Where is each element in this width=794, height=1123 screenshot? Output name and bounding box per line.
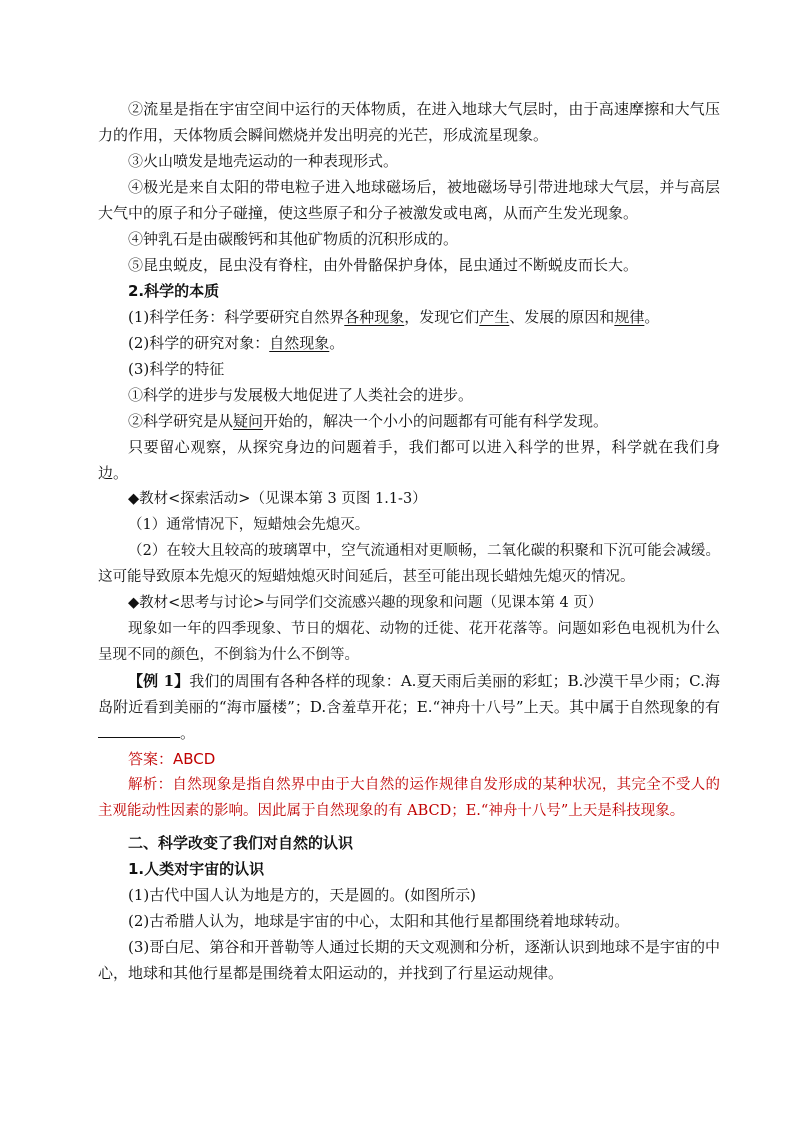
science-task-text: 、发展的原因和 [509, 308, 615, 326]
example-1 [98, 668, 720, 746]
think-discuss-title: ◆教材<思考与讨论>与同学们交流感兴趣的现象和问题（见课本第 4 页） [128, 595, 603, 611]
stalactite-paragraph: ④钟乳石是由碳酸钙和其他矿物质的沉积形成的。 [128, 230, 459, 248]
universe-point-1: (1)古代中国人认为地是方的，天是圆的。(如图所示) [128, 886, 476, 904]
science-object-text: 。 [329, 334, 345, 352]
science-feature-1: ①科学的进步与发展极大地促进了人类社会的进步。 [128, 386, 474, 404]
feature-text: 开始的，解决一个小小的问题都有可能有科学发现。 [263, 412, 609, 430]
feature-text: ②科学研究是从 [128, 412, 234, 430]
example-answer: 答案：ABCD [128, 750, 216, 768]
meteor-paragraph [98, 96, 720, 148]
think-discuss-answer: 现象如一年的四季现象、节日的烟花、动物的迁徙、花开花落等。问题如彩色电视机为什么呈现不同的颜色，不倒翁为什么不倒等。 [98, 621, 720, 663]
meteor-line-2: 压力的作用，天体物质会瞬间燃烧并发出明亮的光芒，形成流星现象。 [98, 100, 720, 144]
example-end: 。 [180, 724, 196, 742]
aurora-line-1: ④极光是来自太阳的带电粒子进入地球磁场后，被地磁场导引带进地球大气层，并与高 [128, 178, 705, 196]
underlined-term: 自然现象 [269, 334, 330, 352]
example-question: 我们的周围有各种各样的现象：A.夏天雨后美丽的彩虹；B.沙漠干旱少雨；C.海岛附近看到美丽的“海市蜃楼”；D.含羞草开花；E.“神舟十八号”上天。其中属于自然现象的有 [98, 672, 720, 716]
section-2-heading: 二、科学改变了我们对自然的认识 [128, 834, 354, 852]
underlined-term: 产生 [479, 308, 510, 326]
insect-paragraph: ⑤昆虫蜕皮，昆虫没有脊柱，由外骨骼保护身体，昆虫通过不断蜕皮而长大。 [128, 256, 639, 274]
science-object [98, 330, 720, 356]
science-essence-heading: 2.科学的本质 [128, 282, 220, 300]
aurora-paragraph [98, 174, 720, 226]
answer-blank [98, 722, 180, 738]
science-feature-title: (3)科学的特征 [128, 360, 225, 378]
science-task-text: ，发现它们 [404, 308, 480, 326]
universe-heading: 1.人类对宇宙的认识 [128, 860, 265, 878]
underlined-term: 规律 [614, 308, 645, 326]
science-task [98, 304, 720, 330]
science-summary: 只要留心观察，从探究身边的问题着手，我们都可以进入科学的世界，科学就在我们身边。 [98, 438, 720, 482]
science-object-text: (2)科学的研究对象： [128, 334, 270, 352]
page-content [98, 96, 720, 986]
underlined-term: 疑问 [233, 412, 264, 430]
explore-activity-answer-1: （1）通常情况下，短蜡烛会先熄灭。 [128, 517, 370, 533]
science-task-text: 。 [644, 308, 660, 326]
universe-point-2: (2)古希腊人认为，地球是宇宙的中心，太阳和其他行星都围绕着地球转动。 [128, 912, 630, 930]
volcano-paragraph: ③火山喷发是地壳运动的一种表现形式。 [128, 152, 399, 170]
aurora-line-2: 层大气中的原子和分子碰撞，使这些原子和分子被激发或电离，从而产生发光现象。 [98, 178, 720, 222]
science-feature-2 [98, 408, 720, 434]
explore-activity-title: ◆教材<探索活动>（见课本第 3 页图 1.1-3） [128, 491, 427, 507]
science-task-text: (1)科学任务：科学要研究自然界 [128, 308, 345, 326]
example-analysis: 解析：自然现象是指自然界中由于大自然的运作规律自发形成的某种状况，其完全不受人的主观能动性因素的影响。因此属于自然现象的有 ABCD；E.“神舟十八号”上天是科技现象。 [98, 777, 720, 819]
universe-point-3: (3)哥白尼、第谷和开普勒等人通过长期的天文观测和分析，逐渐认识到地球不是宇宙的中心，地球和其他行星都是围绕着太阳运动的，并找到了行星运动规律。 [98, 938, 720, 982]
meteor-line-1: ②流星是指在宇宙空间中运行的天体物质，在进入地球大气层时，由于高速摩擦和大气 [128, 100, 705, 118]
example-label: 【例 1】 [128, 672, 190, 690]
underlined-term: 各种现象 [344, 308, 405, 326]
explore-activity-answer-2: （2）在较大且较高的玻璃罩中，空气流通相对更顺畅，二氧化碳的积聚和下沉可能会减缓。这可能导致原本先熄灭的短蜡烛熄灭时间延后，甚至可能出现长蜡烛先熄灭的情况。 [98, 543, 720, 585]
